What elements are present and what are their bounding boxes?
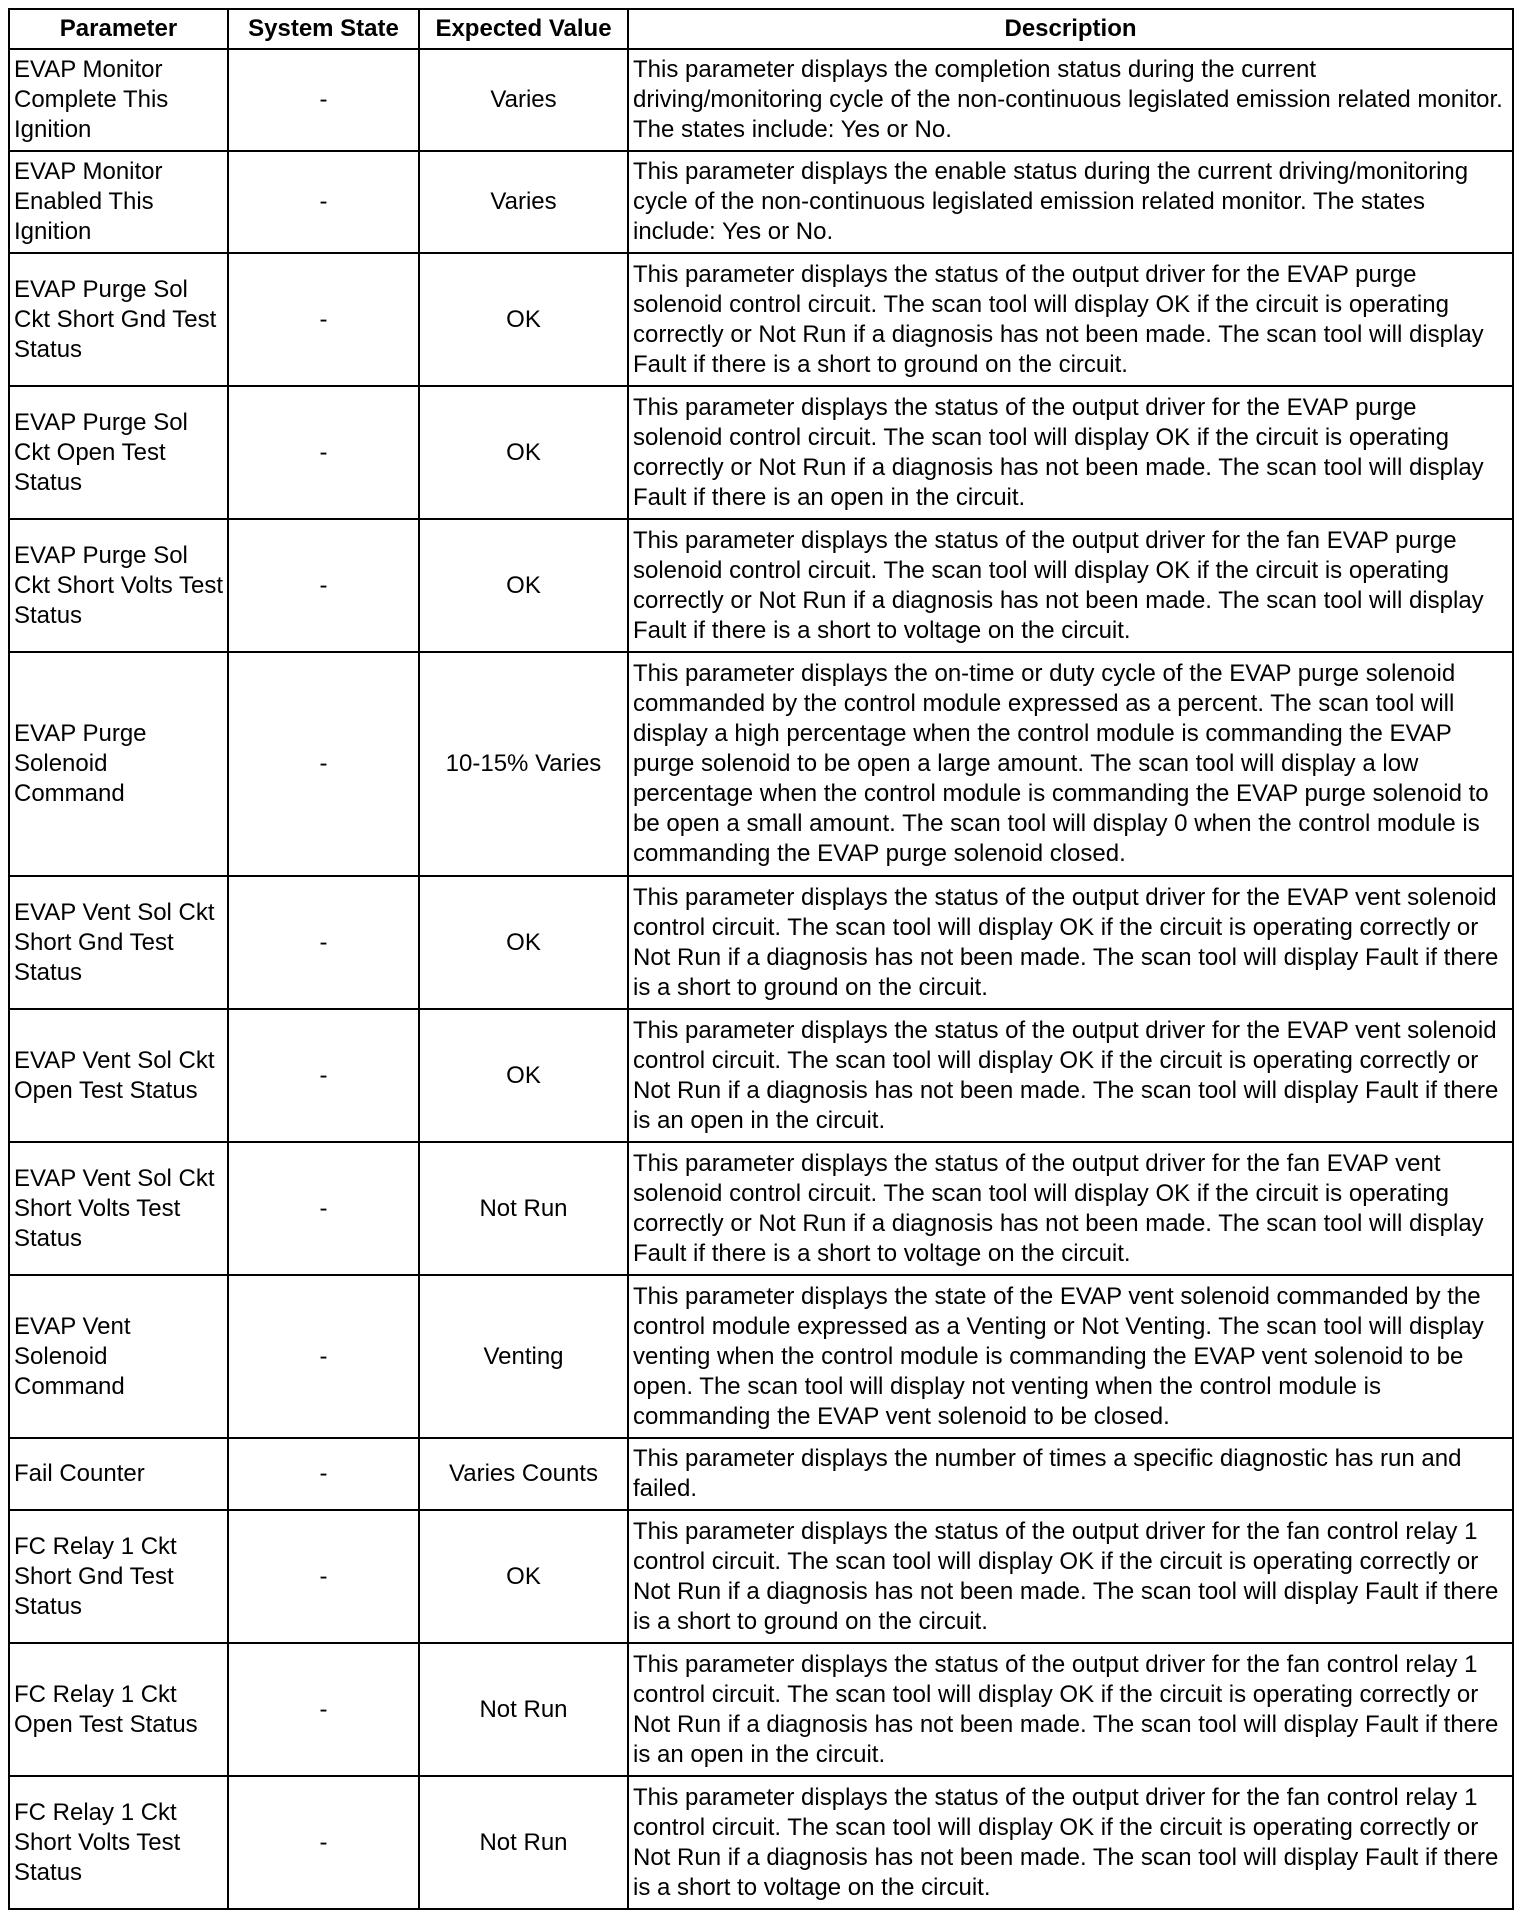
table-row (9, 386, 1513, 519)
header-parameter: Parameter (9, 9, 228, 49)
parameter-cell: FC Relay 1 Ckt Short Volts Test Status (9, 1776, 228, 1909)
system-state-cell: - (228, 253, 419, 386)
expected-value-cell: Not Run (419, 1142, 628, 1275)
parameter-cell: EVAP Monitor Complete This Ignition (9, 49, 228, 151)
header-expected-value: Expected Value (419, 9, 628, 49)
expected-value-cell: OK (419, 876, 628, 1009)
parameter-cell: FC Relay 1 Ckt Short Gnd Test Status (9, 1510, 228, 1643)
header-description: Description (628, 9, 1513, 49)
description-cell: This parameter displays the status of the output driver for the EVAP purge solenoid control circuit. The scan tool will display OK if the circuit is operating correctly or Not Run if a diagnosis has not been made. The scan tool will display Fault if there is an open in the circuit. (628, 386, 1513, 519)
description-cell: This parameter displays the state of the EVAP vent solenoid commanded by the control module expressed as a Venting or Not Venting. The scan tool will display venting when the control module is commanding the EVAP vent solenoid to be open. The scan tool will display not venting when the control module is commanding the EVAP vent solenoid to be closed. (628, 1275, 1513, 1438)
description-cell: This parameter displays the on-time or duty cycle of the EVAP purge solenoid commanded by the control module expressed as a percent. The scan tool will display a high percentage when the control module is commanding the EVAP purge solenoid to be open a large amount. The scan tool will display a low percentage when the control module is commanding the EVAP purge solenoid to be open a small amount. The scan tool will display 0 when the control module is commanding the EVAP purge solenoid closed. (628, 652, 1513, 876)
parameter-cell: EVAP Vent Sol Ckt Short Volts Test Status (9, 1142, 228, 1275)
expected-value-cell: OK (419, 386, 628, 519)
parameter-cell: EVAP Purge Sol Ckt Open Test Status (9, 386, 228, 519)
description-cell: This parameter displays the number of times a specific diagnostic has run and failed. (628, 1438, 1513, 1510)
parameter-cell: EVAP Purge Solenoid Command (9, 652, 228, 876)
system-state-cell: - (228, 49, 419, 151)
expected-value-cell: 10-15% Varies (419, 652, 628, 876)
expected-value-cell: Varies (419, 49, 628, 151)
description-cell: This parameter displays the completion status during the current driving/monitoring cycle of the non-continuous legislated emission related monitor. The states include: Yes or No. (628, 49, 1513, 151)
expected-value-cell: OK (419, 253, 628, 386)
system-state-cell: - (228, 386, 419, 519)
parameter-cell: EVAP Vent Sol Ckt Short Gnd Test Status (9, 876, 228, 1009)
description-cell: This parameter displays the status of the output driver for the EVAP vent solenoid control circuit. The scan tool will display OK if the circuit is operating correctly or Not Run if a diagnosis has not been made. The scan tool will display Fault if there is an open in the circuit. (628, 1009, 1513, 1142)
description-cell: This parameter displays the status of the output driver for the fan control relay 1 control circuit. The scan tool will display OK if the circuit is operating correctly or Not Run if a diagnosis has not been made. The scan tool will display Fault if there is a short to voltage on the circuit. (628, 1776, 1513, 1909)
system-state-cell: - (228, 876, 419, 1009)
table-row (9, 49, 1513, 151)
parameter-cell: Fail Counter (9, 1438, 228, 1510)
system-state-cell: - (228, 1643, 419, 1776)
system-state-cell: - (228, 519, 419, 652)
table-row (9, 519, 1513, 652)
expected-value-cell: Varies Counts (419, 1438, 628, 1510)
table-row (9, 1438, 1513, 1510)
table-row (9, 151, 1513, 253)
parameter-cell: FC Relay 1 Ckt Open Test Status (9, 1643, 228, 1776)
system-state-cell: - (228, 652, 419, 876)
description-cell: This parameter displays the status of the output driver for the fan EVAP purge solenoid control circuit. The scan tool will display OK if the circuit is operating correctly or Not Run if a diagnosis has not been made. The scan tool will display Fault if there is a short to voltage on the circuit. (628, 519, 1513, 652)
header-system-state: System State (228, 9, 419, 49)
table-row (9, 1275, 1513, 1438)
system-state-cell: - (228, 1438, 419, 1510)
expected-value-cell: OK (419, 519, 628, 652)
description-cell: This parameter displays the enable status during the current driving/monitoring cycle of the non-continuous legislated emission related monitor. The states include: Yes or No. (628, 151, 1513, 253)
table-row (9, 253, 1513, 386)
system-state-cell: - (228, 1510, 419, 1643)
table-row (9, 1510, 1513, 1643)
system-state-cell: - (228, 1142, 419, 1275)
description-cell: This parameter displays the status of the output driver for the EVAP purge solenoid control circuit. The scan tool will display OK if the circuit is operating correctly or Not Run if a diagnosis has not been made. The scan tool will display Fault if there is a short to ground on the circuit. (628, 253, 1513, 386)
parameter-cell: EVAP Purge Sol Ckt Short Volts Test Status (9, 519, 228, 652)
table-row (9, 1009, 1513, 1142)
table-row (9, 1643, 1513, 1776)
table-row (9, 1142, 1513, 1275)
system-state-cell: - (228, 1776, 419, 1909)
table-row (9, 1776, 1513, 1909)
parameter-cell: EVAP Purge Sol Ckt Short Gnd Test Status (9, 253, 228, 386)
parameter-table (8, 8, 1514, 1910)
description-cell: This parameter displays the status of the output driver for the fan EVAP vent solenoid control circuit. The scan tool will display OK if the circuit is operating correctly or Not Run if a diagnosis has not been made. The scan tool will display Fault if there is a short to voltage on the circuit. (628, 1142, 1513, 1275)
expected-value-cell: Not Run (419, 1776, 628, 1909)
parameter-cell: EVAP Vent Sol Ckt Open Test Status (9, 1009, 228, 1142)
parameter-cell: EVAP Monitor Enabled This Ignition (9, 151, 228, 253)
parameter-cell: EVAP Vent Solenoid Command (9, 1275, 228, 1438)
table-row (9, 652, 1513, 876)
system-state-cell: - (228, 151, 419, 253)
expected-value-cell: OK (419, 1009, 628, 1142)
description-cell: This parameter displays the status of the output driver for the fan control relay 1 control circuit. The scan tool will display OK if the circuit is operating correctly or Not Run if a diagnosis has not been made. The scan tool will display Fault if there is an open in the circuit. (628, 1643, 1513, 1776)
expected-value-cell: Not Run (419, 1643, 628, 1776)
header-row (9, 9, 1513, 49)
description-cell: This parameter displays the status of the output driver for the EVAP vent solenoid control circuit. The scan tool will display OK if the circuit is operating correctly or Not Run if a diagnosis has not been made. The scan tool will display Fault if there is a short to ground on the circuit. (628, 876, 1513, 1009)
system-state-cell: - (228, 1275, 419, 1438)
table-row (9, 876, 1513, 1009)
expected-value-cell: OK (419, 1510, 628, 1643)
expected-value-cell: Varies (419, 151, 628, 253)
system-state-cell: - (228, 1009, 419, 1142)
description-cell: This parameter displays the status of the output driver for the fan control relay 1 control circuit. The scan tool will display OK if the circuit is operating correctly or Not Run if a diagnosis has not been made. The scan tool will display Fault if there is a short to ground on the circuit. (628, 1510, 1513, 1643)
expected-value-cell: Venting (419, 1275, 628, 1438)
